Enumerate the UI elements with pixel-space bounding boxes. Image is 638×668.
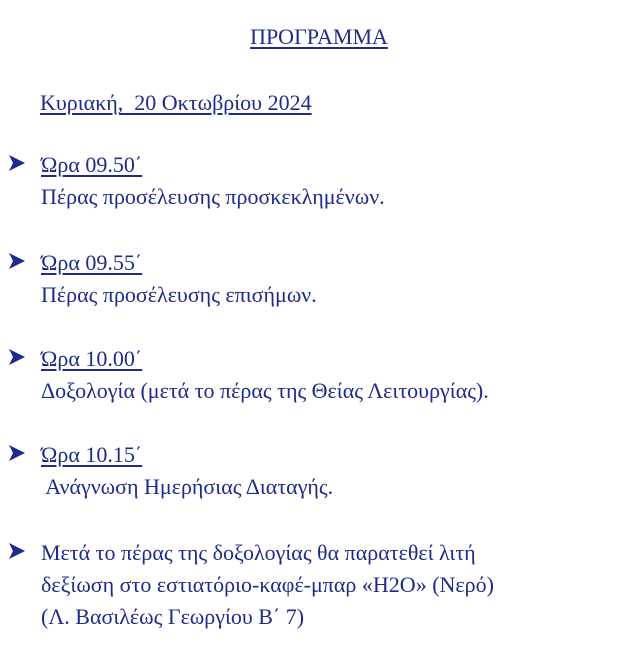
closing-line: (Λ. Βασιλέως Γεωργίου Β΄ 7) — [41, 604, 305, 629]
item-description: Δοξολογία (μετά το πέρας της Θείας Λειτουργίας). — [41, 378, 489, 403]
item-description: Πέρας προσέλευσης προσκεκλημένων. — [41, 184, 385, 209]
arrow-bullet-icon — [8, 442, 26, 464]
item-time: Ώρα 09.55΄ — [41, 250, 143, 275]
item-description: Πέρας προσέλευσης επισήμων. — [41, 282, 317, 307]
item-time: Ώρα 10.15΄ — [41, 442, 143, 467]
event-date: Κυριακή, 20 Οκτωβρίου 2024 — [40, 90, 312, 115]
item-time: Ώρα 09.50΄ — [41, 152, 143, 177]
closing-line: Μετά το πέρας της δοξολογίας θα παρατεθεί λιτή — [41, 540, 476, 565]
arrow-bullet-icon — [8, 250, 26, 272]
closing-line: δεξίωση στο εστιατόριο-καφέ-μπαρ «Η2Ο» (Νερό) — [41, 572, 494, 597]
page-title: ΠΡΟΓΡΑΜΜΑ — [250, 24, 388, 49]
item-description: Ανάγνωση Ημερήσιας Διαταγής. — [41, 474, 334, 499]
item-time: Ώρα 10.00΄ — [41, 346, 143, 371]
arrow-bullet-icon — [8, 152, 26, 174]
arrow-bullet-icon — [8, 540, 26, 562]
arrow-bullet-icon — [8, 346, 26, 368]
